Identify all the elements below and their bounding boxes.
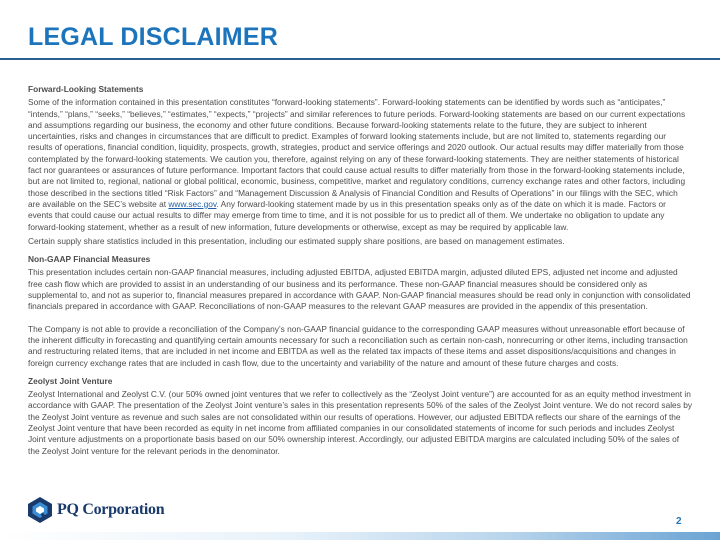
non-gaap-heading: Non-GAAP Financial Measures — [28, 254, 151, 265]
page-number: 2 — [676, 516, 682, 527]
forward-looking-paragraph — [28, 97, 692, 233]
zeolyst-heading: Zeolyst Joint Venture — [28, 375, 113, 386]
page-title: LEGAL DISCLAIMER — [28, 23, 278, 51]
supply-share-paragraph: Certain supply share statistics included in this presentation, including our estimated supply share positions, are based on management estimates. — [28, 235, 565, 246]
disclaimer-body — [28, 84, 692, 460]
pq-logo-icon — [27, 496, 53, 524]
footer-gradient-band — [0, 532, 720, 540]
logo-wordmark: PQ Corporation — [57, 501, 165, 518]
forward-looking-text-start: Some of the information contained in this presentation constitutes “forward-looking statements”. Forward-looking statements can be identified by words such as “anticipates,” “intends,” “plans,” “seeks,” “believes,” “estimates,” “expects,” “projects” and similar references to future periods. Forward-looking statements are based on our current expectations and assumptions regarding our business, the economy and other future conditions. Because forward-looking statements relate to the future, they are subject to inherent uncertainties, risks and changes in circumstances that are difficult to predict. Examples of forward looking statements include, but are not limited to, statements regarding our results of operations, financial condition, liquidity, prospects, growth, strategies, product and service offerings and 2020 outlook. Our actual results may differ materially from those contemplated by the forward-looking statements. We caution you, therefore, against relying on any of these forward-looking statements. They are neither statements of historical fact nor guarantees or assurances of future performance. Important factors that could cause actual results to differ materially from those in the forward-looking statements include, but are not limited to, regional, national or global political, economic, business, competitive, market and regulatory conditions, currency exchange rates and other factors, including those described in the sections titled “Risk Factors” and “Management Discussion & Analysis of Financial Condition and Results of Operations” in our filings with the SEC, which are available on the SEC’s website at — [28, 97, 686, 209]
title-divider — [0, 58, 720, 60]
pq-corporation-logo — [27, 496, 164, 524]
forward-looking-heading: Forward-Looking Statements — [28, 84, 144, 94]
sec-website-link[interactable]: www.sec.gov — [168, 198, 217, 209]
forward-looking-text-end: . Any forward-looking statement made by us in this presentation speaks only as of the date on which it is made. Factors or events that could cause our actual results to differ may emerge from time to time, and it is not possible for us to predict all of them. We undertake no obligation to update any forward-looking statement, whether as a result of new information, future developments or otherwise, except as may be required by applicable law. — [28, 198, 666, 232]
non-gaap-paragraph-1: This presentation includes certain non-GAAP financial measures, including adjusted EBITDA, adjusted EBITDA margin, adjusted diluted EPS, adjusted net income and adjusted free cash flow which are provided to assist in an understanding of our business and its performance. These non-GAAP financial measures should be considered only as supplemental to, and not as superior to, financial measures prepared in accordance with GAAP. Non-GAAP financial measures should be read only in conjunction with consolidated financials prepared in accordance with GAAP. Reconciliations of non-GAAP measures to the relevant GAAP measures are provided in the appendix of this presentation. — [28, 267, 691, 312]
zeolyst-paragraph: Zeolyst International and Zeolyst C.V. (our 50% owned joint ventures that we refer to collectively as the “Zeolyst Joint venture”) are accounted for as an equity method investment in accordance with GAAP. The presentation of the Zeolyst Joint venture’s sales in this presentation represents 50% of the sales of the Zeolyst Joint venture. We do not record sales by the Zeolyst Joint venture as revenue and such sales are not consolidated within our results of operations. However, our adjusted EBITDA reflects our share of the earnings of the Zeolyst Joint venture that have been recorded as equity in net income from affiliated companies in our consolidated statements of income for such periods and includes Zeolyst Joint venture adjustments on a proportionate basis based on our 50% ownership interest. Accordingly, our adjusted EBITDA margins are calculated including 50% of the sales of the Zeolyst Joint venture for the relevant periods in the denominator. — [28, 389, 693, 456]
non-gaap-paragraph-2: The Company is not able to provide a reconciliation of the Company’s non-GAAP financial guidance to the corresponding GAAP measures without unreasonable effort because of the inherent difficulty in forecasting and quantifying certain amounts necessary for such a reconciliation such as certain non-cash, nonrecurring or other items, including transaction and restructuring related items, that are included in net income and EBITDA as well as the related tax impacts of these items and asset dispositions/acquisitions and changes in foreign currency exchange rates that are included in cash flow, due to the uncertainty and variability of the nature and amount of these future charges and costs. — [28, 323, 688, 368]
